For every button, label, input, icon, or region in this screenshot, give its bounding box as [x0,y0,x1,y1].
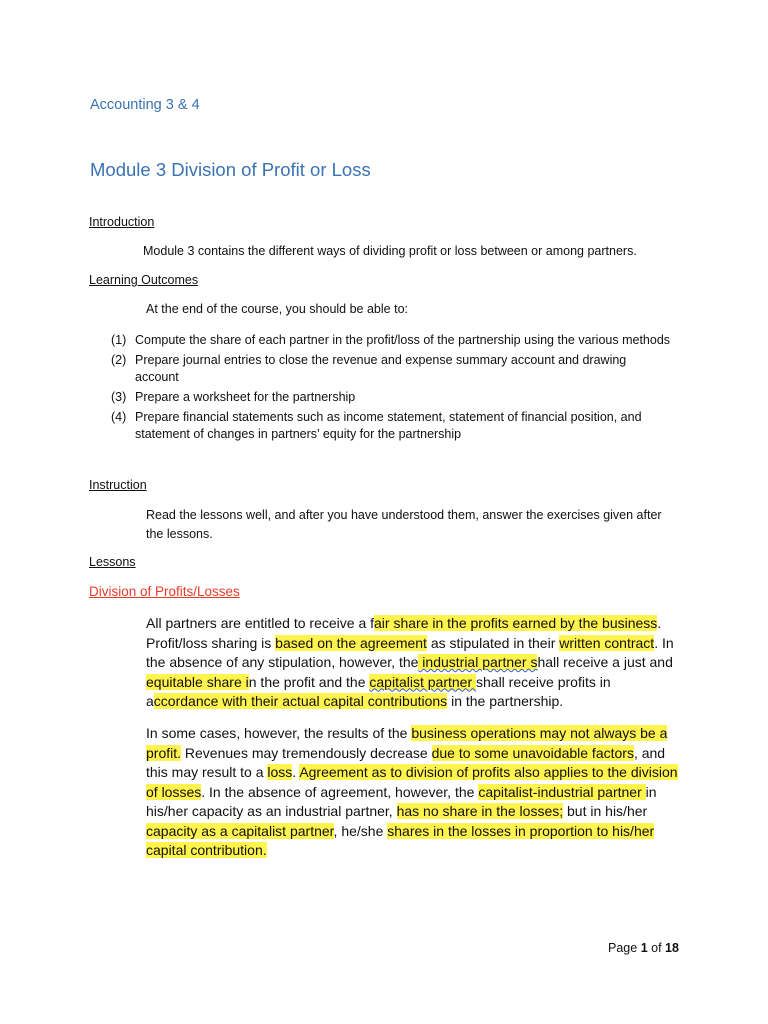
instruction-text [89,506,679,544]
course-title: Accounting 3 & 4 [90,97,200,113]
page-label: Page [608,941,638,955]
text-run: . Profit/loss sharing is [146,615,662,651]
text-run: Revenues may tremendously decrease [181,744,432,761]
highlight: business operations may not always be a profit. [146,725,668,761]
list-item [111,409,671,443]
paragraph-2-body [89,724,679,861]
page-total: 18 [665,941,679,955]
paragraph-1 [89,614,679,712]
list-item-text: Prepare a worksheet for the partnership [135,390,356,404]
list-item [111,389,671,406]
text-run: . [292,764,300,780]
text-run: . In the absence of any stipulation, however, the [146,634,674,670]
division-heading: Division of Profits/Losses [89,584,240,599]
text-run: All partners are entitled to receive a f [146,615,375,631]
list-item-number: (2) [111,353,127,367]
instruction-heading: Instruction [89,478,147,492]
text-run: shall receive profits in a [146,673,611,709]
of-label: of [651,941,662,955]
introduction-heading: Introduction [89,215,155,229]
highlight: loss [267,764,293,780]
learning-outcomes-heading: Learning Outcomes [89,273,199,287]
list-item-text: Compute the share of each partner in the profit/loss of the partnership using the various methods [135,333,671,347]
text-run: , and this may result to a [146,744,666,780]
list-item-text: Prepare journal entries to close the revenue and expense summary account and drawing account [135,353,627,384]
highlight: written contract [559,634,655,651]
list-item-text: Prepare financial statements such as income statement, statement of financial position, and statement of changes in partners’ equity for the partnership [135,410,642,441]
list-item-number: (3) [111,390,127,404]
introduction-text: Module 3 contains the different ways of dividing profit or loss between or among partners. [143,244,637,258]
text-run: , he/she [333,822,388,839]
highlight: capacity as a capitalist partner [146,822,334,839]
paragraph-1-body [89,614,679,712]
highlight: ccordance with their actual capital contributions [153,693,448,709]
highlight: based on the agreement [275,634,427,651]
highlight: industrial partner s [418,654,538,670]
learning-outcomes-list [111,332,671,446]
highlight: has no share in the losses; [396,803,564,819]
list-item [111,352,671,386]
text-run: but in his/her [563,803,648,819]
module-title: Module 3 Division of Profit or Loss [90,159,371,180]
text-run: in his/her capacity as an industrial partner, [146,783,657,819]
page-number-footer [608,941,679,955]
list-item [111,332,671,349]
highlight: air share in the profits earned by the business [374,615,658,631]
list-item-number: (4) [111,410,127,424]
highlight: capitalist partner [369,673,476,690]
list-item-number: (1) [111,333,127,347]
text-run: in the partnership. [447,693,564,709]
text-run: . In the absence of agreement, however, the [201,783,479,800]
highlight: Agreement as to division of profits also applies to the division of losses [146,764,678,800]
page-number: 1 [640,941,648,955]
instruction-body: Read the lessons well, and after you have understood them, answer the exercises given after the lessons. [146,508,662,541]
learning-outcomes-intro: At the end of the course, you should be able to: [146,302,408,316]
highlight: due to some unavoidable factors [431,744,634,761]
text-run: In some cases, however, the results of the [146,725,412,741]
text-run: n the profit and the [248,673,370,690]
lessons-heading: Lessons [89,555,136,569]
paragraph-2 [89,724,679,861]
highlight: equitable share i [146,673,249,690]
text-run: hall receive a just and [537,654,673,670]
highlight: capitalist-industrial partner [478,783,646,800]
text-run: as stipulated in their [426,634,560,651]
highlight: shares in the losses in proportion to his/her capital contribution. [146,822,655,858]
